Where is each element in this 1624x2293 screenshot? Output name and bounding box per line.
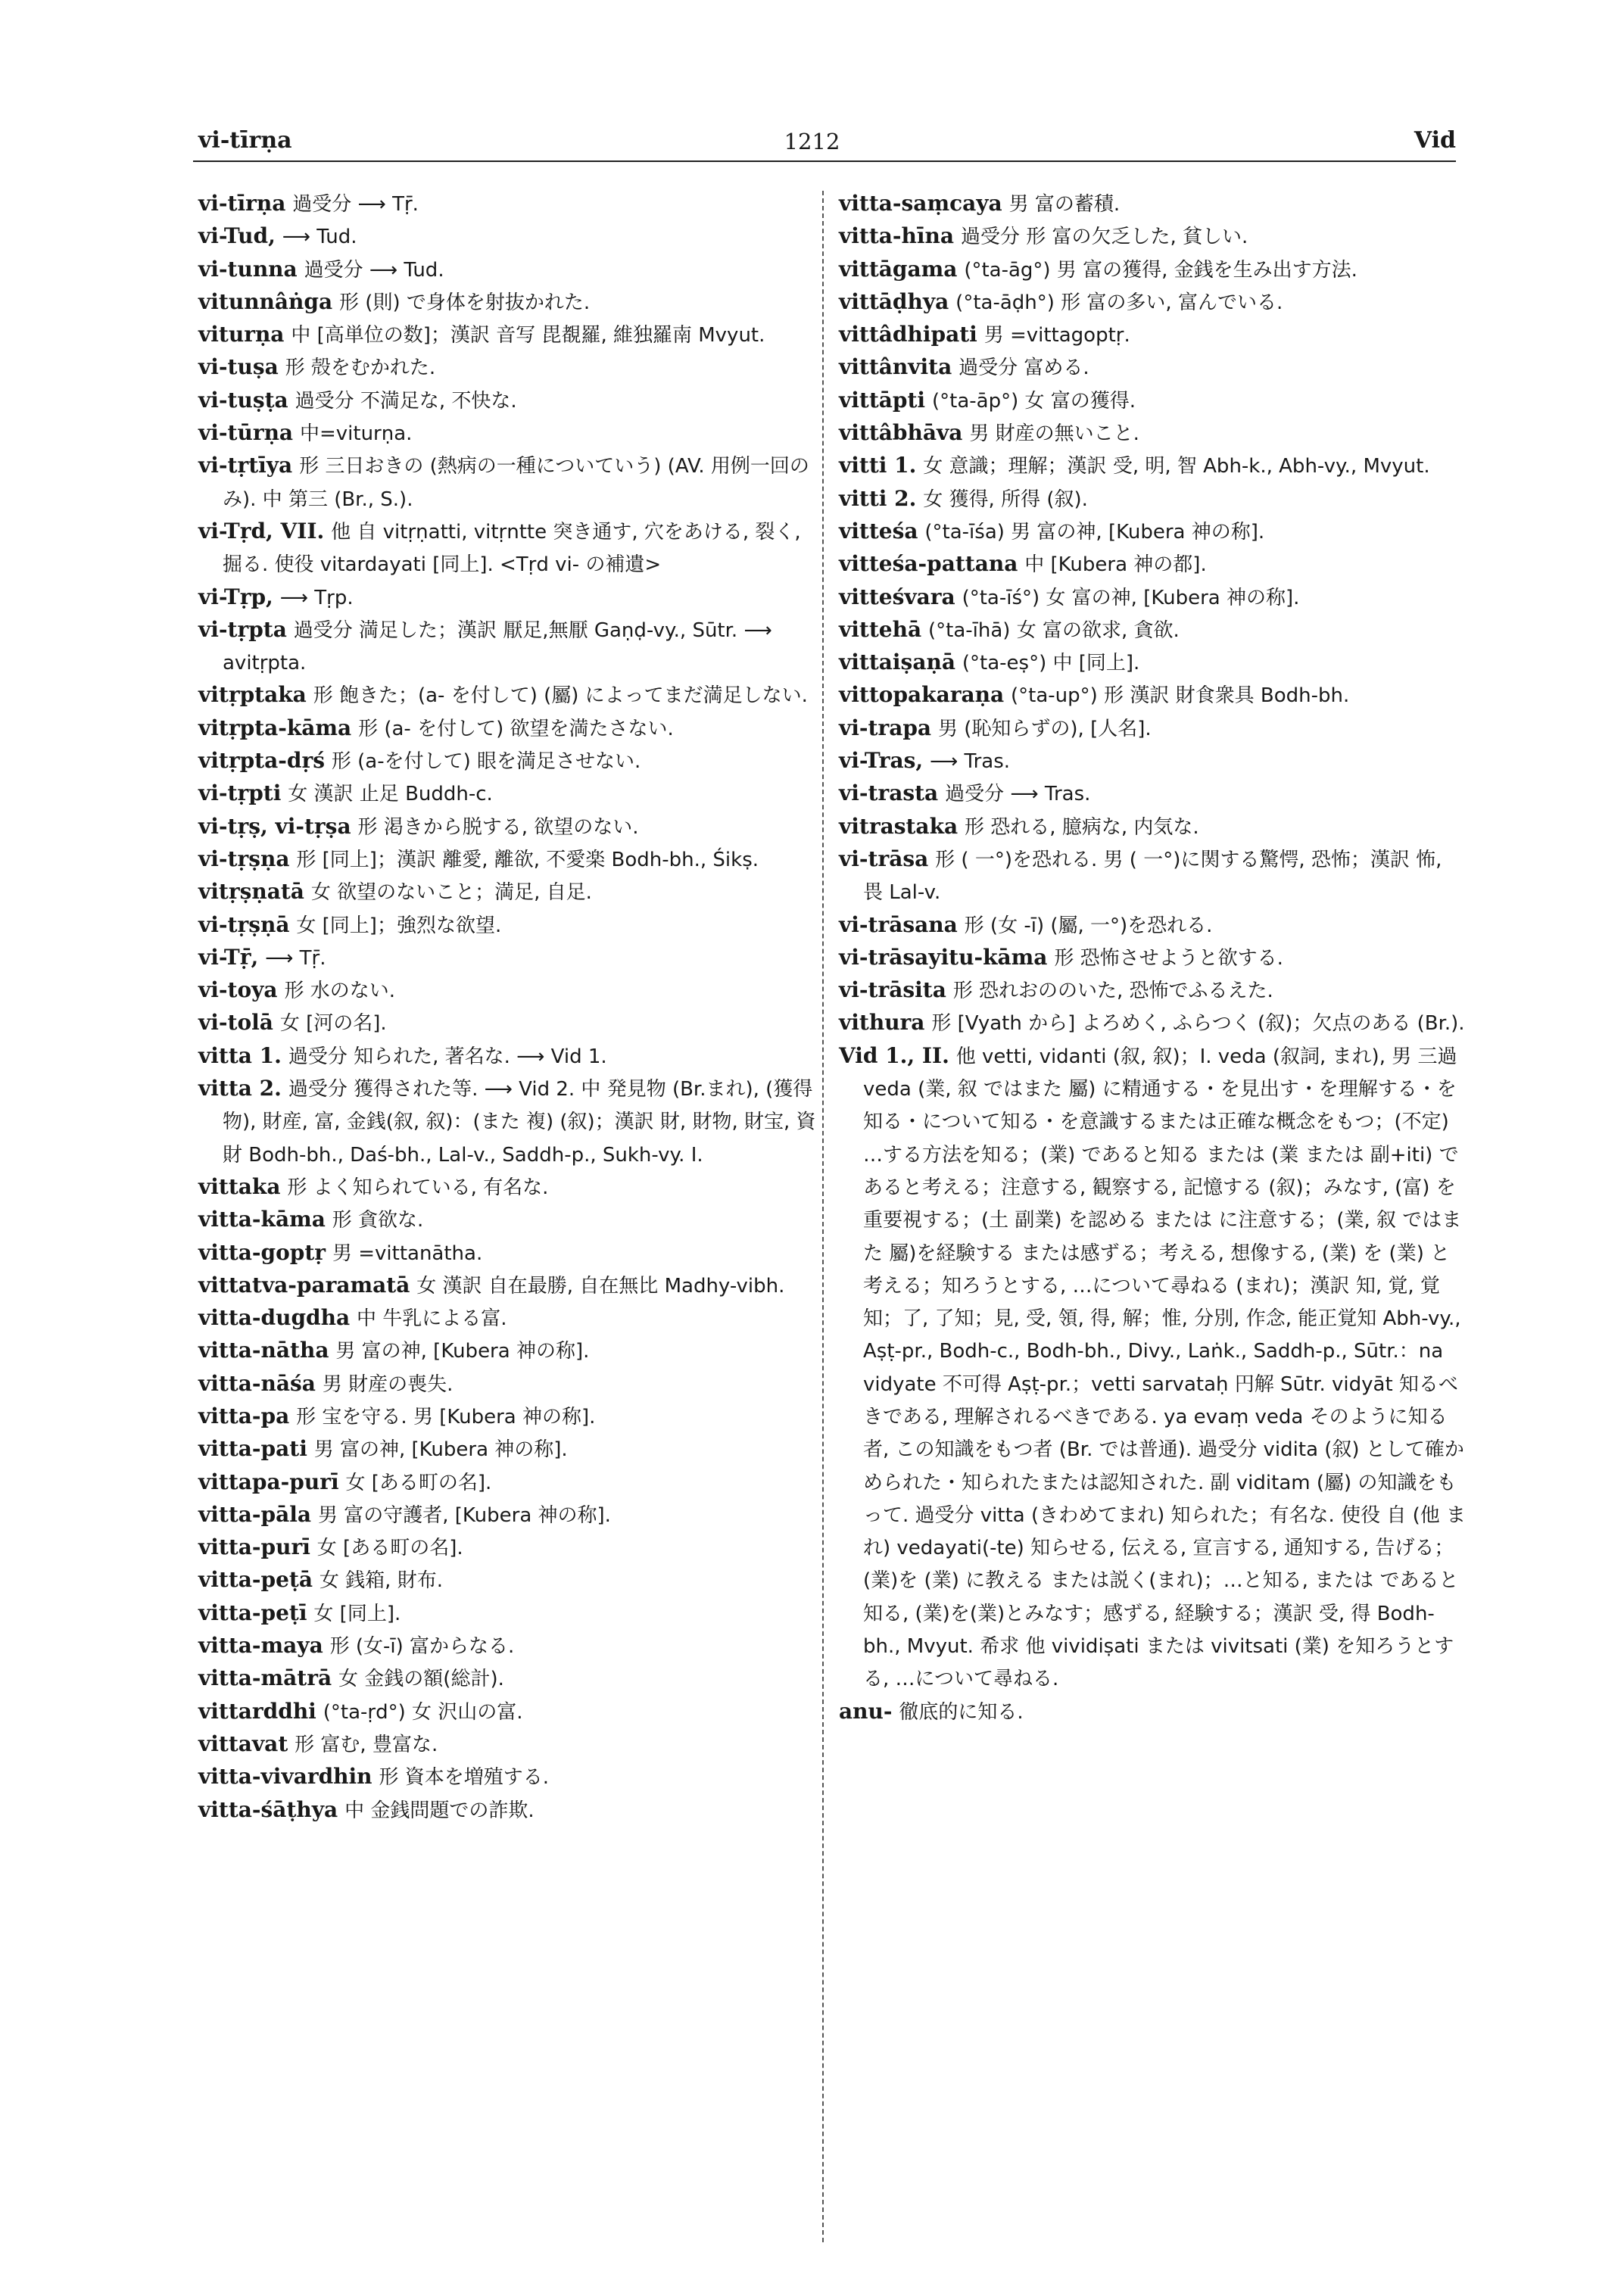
entry-headword: vi-tīrṇa [198, 191, 286, 216]
entry-headword: vi-trāsa [839, 846, 929, 871]
entry-headword: anu- [839, 1698, 893, 1724]
entry-definition: 男 富の神, [Kubera 神の称]. [335, 1340, 590, 1363]
running-head-left: vi-tīrṇa [198, 127, 292, 154]
entry-definition: 徹底的に知る. [899, 1700, 1024, 1724]
entry-headword: vitta 1. [198, 1042, 282, 1068]
entry-headword: vitta-kāma [198, 1207, 326, 1232]
entry-definition: 過受分 ⟶ Tud. [304, 258, 444, 282]
dictionary-entry [839, 1040, 1467, 1696]
page-number: 1212 [784, 129, 840, 154]
dictionary-entry [198, 1204, 819, 1236]
entry-definition: 形 飽きた；(a- を付して) (屬) によってまだ満足しない. [313, 684, 808, 708]
entry-definition: 男 =vittagoptṛ. [983, 324, 1130, 347]
entry-headword: vitta-pa [198, 1403, 290, 1428]
dictionary-entry [198, 712, 819, 745]
dictionary-entry [839, 646, 1467, 679]
entry-headword: vitta-peṭī [198, 1600, 307, 1625]
dictionary-entry [198, 1433, 819, 1466]
dictionary-entry [839, 1696, 1467, 1728]
entry-headword: vi-Tud, [198, 223, 276, 249]
running-head-right: Vid [1414, 127, 1456, 154]
entry-headword: vittaiṣaṇā [839, 650, 955, 675]
entry-definition: 過受分 ⟶ Tṝ. [292, 193, 419, 216]
dictionary-entry [198, 351, 819, 384]
entry-headword: vitṛptaka [198, 682, 307, 708]
entry-definition: 形 恐れおののいた, 恐怖でふるえた. [952, 980, 1273, 1003]
dictionary-entry [198, 909, 819, 942]
entry-definition: 形 (女 -ī) (屬, 一°)を恐れる. [964, 914, 1213, 937]
entry-definition: 過受分 満足した；漢訳 厭足,無厭 Gaṇḍ-vy., Sūtr. ⟶ avitṛpta. [223, 618, 772, 675]
dictionary-entry [198, 581, 819, 614]
entry-definition: 形 (a- を付して) 欲望を満たさない. [358, 717, 674, 740]
entry-definition: 形 宝を守る. 男 [Kubera 神の称]. [296, 1405, 596, 1428]
entry-headword: vi-toya [198, 977, 278, 1003]
entry-definition: 女 意識；理解；漢訳 受, 明, 智 Abh-k., Abh-vy., Mvyut. [923, 455, 1430, 478]
entry-definition: (°ta-īś°) 女 富の神, [Kubera 神の称]. [962, 586, 1300, 609]
entry-definition: 女 [同上]；強烈な欲望. [296, 914, 502, 937]
entry-headword: vitta-purī [198, 1534, 310, 1560]
entry-headword: vi-tṛṣṇā [198, 911, 290, 937]
entry-headword: vi-trapa [839, 715, 932, 740]
entry-headword: vitteśvara [839, 584, 955, 609]
entry-headword: vittatva-paramatā [198, 1272, 410, 1298]
dictionary-entry [839, 351, 1467, 384]
dictionary-entry [839, 909, 1467, 942]
entry-headword: vitta-pāla [198, 1501, 312, 1527]
entry-definition: 形 殻をむかれた. [285, 357, 436, 380]
entry-definition: 形 貪欲な. [332, 1209, 424, 1232]
entry-definition: 過受分 獲得された等. ⟶ Vid 2. 中 発見物 (Br.まれ), (獲得物), 財産, 富, 金銭(叙, 叙)：(また 複) (叙)；漢訳 財, 財物, 財宝, 資財 Bodh-bh., Daś-bh., Lal-v., Saddh-p., Sukh-vy. I. [223, 1078, 816, 1167]
dictionary-entry [198, 974, 819, 1007]
entry-definition: 過受分 ⟶ Tras. [945, 783, 1091, 806]
entry-headword: vittavat [198, 1731, 288, 1756]
dictionary-entry [839, 286, 1467, 319]
dictionary-entry [198, 1499, 819, 1531]
entry-headword: vittânvita [839, 354, 952, 380]
dictionary-entry [198, 876, 819, 908]
dictionary-entry [198, 1073, 819, 1171]
dictionary-entry [839, 843, 1467, 909]
entry-definition: 女 [河の名]. [279, 1012, 387, 1036]
entry-headword: vitta-mātrā [198, 1665, 332, 1691]
entry-definition: 女 銭箱, 財布. [319, 1569, 443, 1593]
entry-headword: vitteśa [839, 518, 918, 544]
dictionary-entry [839, 712, 1467, 745]
header-rule [193, 160, 1456, 162]
entry-definition: 男 富の蓄積. [1008, 193, 1121, 216]
entry-definition: 過受分 知られた, 著名な. ⟶ Vid 1. [288, 1045, 607, 1068]
dictionary-entry [198, 1531, 819, 1564]
dictionary-entry [839, 483, 1467, 516]
entry-headword: Vid 1., II. [839, 1042, 949, 1068]
dictionary-entry [198, 1400, 819, 1433]
dictionary-entry [198, 417, 819, 450]
entry-headword: vitṛpta-dṛś [198, 748, 325, 774]
dictionary-entry [198, 1007, 819, 1039]
entry-definition: 形 (a-を付して) 眼を満足させない. [331, 750, 641, 774]
dictionary-entry [198, 843, 819, 876]
entry-headword: vi-tuṣṭa [198, 387, 288, 413]
entry-definition: 中 牛乳による富. [357, 1307, 507, 1331]
dictionary-entry [198, 319, 819, 351]
entry-headword: vittopakaraṇa [839, 682, 1005, 708]
entry-definition: 女 漢訳 止足 Buddh-c. [288, 783, 493, 806]
entry-definition: ⟶ Tṝ. [265, 946, 326, 970]
entry-headword: vi-Tṝ, [198, 944, 259, 970]
entry-definition: 男 (恥知らずの), [人名]. [937, 717, 1152, 740]
dictionary-entry [839, 220, 1467, 253]
entry-headword: vitunnâṅga [198, 288, 333, 314]
entry-headword: vitta-pati [198, 1436, 307, 1462]
entry-headword: vi-trāsita [839, 977, 946, 1003]
entry-definition: 形 (則) で身体を射抜かれた. [339, 291, 591, 314]
entry-definition: ⟶ Tud. [282, 226, 357, 249]
dictionary-entry [839, 450, 1467, 482]
dictionary-entry [198, 1564, 819, 1597]
entry-definition: (°ta-āḍh°) 形 富の多い, 富んでいる. [955, 291, 1283, 314]
entry-definition: 女 [ある町の名]. [345, 1471, 492, 1494]
dictionary-entry [198, 1597, 819, 1630]
dictionary-entry [198, 254, 819, 286]
entry-headword: vitta 2. [198, 1076, 282, 1101]
dictionary-entry [198, 679, 819, 712]
entry-headword: vitta-śāṭhya [198, 1796, 338, 1822]
dictionary-entry [198, 385, 819, 417]
dictionary-entry [198, 220, 819, 253]
entry-definition: 中 [Kubera 神の都]. [1024, 553, 1207, 577]
entry-headword: vi-tunna [198, 256, 298, 282]
entry-headword: vitti 2. [839, 485, 917, 511]
entry-headword: vitteśa-pattana [839, 551, 1018, 577]
entry-definition: 男 財産の無いこと. [969, 422, 1139, 446]
entry-definition: 女 獲得, 所得 (叙). [923, 488, 1088, 511]
left-column [198, 188, 819, 1827]
entry-headword: vi-trasta [839, 780, 939, 806]
entry-definition: 女 [ある町の名]. [316, 1537, 463, 1560]
entry-headword: vitta-nātha [198, 1338, 329, 1363]
entry-definition: 男 =vittanātha. [332, 1242, 483, 1265]
dictionary-entry [839, 614, 1467, 646]
dictionary-entry [839, 188, 1467, 220]
dictionary-entry [839, 1007, 1467, 1039]
entry-headword: vitta-saṃcaya [839, 191, 1002, 216]
entry-definition: 形 (女-ī) 富からなる. [329, 1635, 515, 1659]
entry-headword: vitta-maya [198, 1633, 323, 1659]
dictionary-entry [839, 974, 1467, 1007]
entry-headword: vi-Tṛp, [198, 584, 273, 609]
entry-headword: viturṇa [198, 322, 285, 347]
dictionary-entry [198, 1761, 819, 1793]
dictionary-entry [198, 1171, 819, 1204]
right-column [839, 188, 1467, 1728]
entry-definition: 女 欲望のないこと；満足, 自足. [310, 881, 592, 905]
column-divider [822, 191, 824, 2242]
entry-headword: vitrastaka [839, 813, 959, 839]
dictionary-entry [198, 811, 819, 843]
entry-definition: 男 富の守護者, [Kubera 神の称]. [317, 1503, 611, 1527]
dictionary-entry [198, 1040, 819, 1073]
entry-definition: (°ta-ṛd°) 女 沢山の富. [323, 1700, 523, 1724]
dictionary-entry [198, 450, 819, 516]
entry-headword: vittarddhi [198, 1698, 316, 1724]
entry-headword: vitta-dugdha [198, 1305, 351, 1331]
dictionary-entry [839, 319, 1467, 351]
dictionary-entry [198, 1630, 819, 1662]
dictionary-entry [198, 745, 819, 777]
dictionary-entry [839, 679, 1467, 712]
entry-headword: vi-tṛṣṇa [198, 846, 290, 871]
dictionary-entry [198, 516, 819, 581]
entry-headword: vi-tṛtīya [198, 453, 293, 478]
dictionary-entry [198, 1237, 819, 1270]
entry-definition: 形 三日おきの (熱病の一種についていう) (AV. 用例一回のみ). 中 第三 (Br., S.). [223, 455, 809, 511]
entry-headword: vi-trāsayitu-kāma [839, 944, 1048, 970]
entry-headword: vitta-nāśa [198, 1370, 316, 1396]
entry-definition: 形 [Vyath から] よろめく, ふらつく (叙)；欠点のある (Br.). [931, 1012, 1465, 1036]
entry-definition: (°ta-īhā) 女 富の欲求, 貪欲. [928, 618, 1180, 642]
entry-headword: vi-tuṣa [198, 354, 279, 380]
entry-definition: 男 財産の喪失. [322, 1372, 454, 1396]
entry-headword: vitṛṣṇatā [198, 879, 304, 905]
entry-headword: vi-tṛṣ, vi-tṛṣa [198, 813, 351, 839]
dictionary-entry [198, 1270, 819, 1302]
entry-headword: vitta-peṭā [198, 1567, 313, 1593]
dictionary-entry [839, 385, 1467, 417]
entry-definition: 中 [高単位の数]；漢訳 音写 毘覩羅, 維独羅南 Mvyut. [291, 324, 765, 347]
entry-headword: vi-tolā [198, 1010, 273, 1036]
entry-headword: vitṛpta-kāma [198, 715, 352, 740]
entry-headword: vittaka [198, 1173, 281, 1199]
entry-definition: 形 ( 一°)を恐れる. 男 ( 一°)に関する驚愕, 恐怖；漢訳 怖, 畏 Lal-v. [863, 848, 1442, 905]
dictionary-entry [839, 254, 1467, 286]
entry-definition: 過受分 形 富の欠乏した, 貧しい. [960, 226, 1248, 249]
entry-headword: vitta-goptṛ [198, 1239, 326, 1265]
dictionary-entry [839, 581, 1467, 614]
entry-definition: 女 金銭の額(総計). [338, 1668, 504, 1691]
entry-headword: vittâdhipati [839, 322, 977, 347]
dictionary-entry [839, 548, 1467, 581]
entry-definition: 形 恐れる, 臆病な, 内気な. [965, 815, 1199, 839]
dictionary-entry [198, 1794, 819, 1827]
entry-definition: (°ta-āg°) 男 富の獲得, 金銭を生み出す方法. [964, 258, 1357, 282]
entry-headword: vitta-hīna [839, 223, 955, 249]
entry-headword: vittāḍhya [839, 288, 949, 314]
dictionary-entry [198, 286, 819, 319]
entry-definition: (°ta-eṣ°) 中 [同上]. [962, 652, 1140, 675]
entry-definition: 女 漢訳 自在最勝, 自在無比 Madhy-vibh. [416, 1274, 785, 1298]
entry-definition: 形 よく知られている, 有名な. [287, 1176, 549, 1199]
dictionary-entry [198, 942, 819, 974]
dictionary-entry [198, 1466, 819, 1499]
entry-definition: 形 資本を増殖する. [379, 1766, 549, 1790]
entry-headword: vithura [839, 1010, 925, 1036]
entry-headword: vi-Tṛd, VII. [198, 518, 325, 544]
entry-headword: vittāpti [839, 387, 926, 413]
entry-headword: vi-tṛpti [198, 780, 282, 806]
entry-headword: vi-trāsana [839, 911, 958, 937]
entry-definition: 女 [同上]. [313, 1602, 401, 1625]
entry-definition: 形 恐怖させようと欲する. [1054, 946, 1283, 970]
entry-headword: vittapa-purī [198, 1469, 339, 1494]
dictionary-entry [198, 1368, 819, 1400]
entry-headword: vitti 1. [839, 453, 917, 478]
entry-headword: vi-Tras, [839, 748, 924, 774]
entry-definition: 形 渇きから脱する, 欲望のない. [357, 815, 639, 839]
entry-headword: vittâbhāva [839, 420, 963, 446]
entry-headword: vittehā [839, 616, 922, 642]
entry-definition: (°ta-āp°) 女 富の獲得. [931, 389, 1136, 413]
dictionary-entry [839, 942, 1467, 974]
entry-definition: 男 富の神, [Kubera 神の称]. [313, 1438, 568, 1462]
entry-headword: vi-tṛpta [198, 616, 287, 642]
entry-headword: vi-tūrṇa [198, 420, 294, 446]
entry-definition: 中=viturṇa. [299, 422, 413, 446]
dictionary-entry [839, 516, 1467, 548]
entry-headword: vittāgama [839, 256, 958, 282]
dictionary-entry [198, 1696, 819, 1728]
dictionary-entry [198, 614, 819, 680]
entry-definition: (°ta-up°) 形 漢訳 財食衆具 Bodh-bh. [1011, 684, 1350, 708]
dictionary-entry [839, 745, 1467, 777]
entry-headword: vitta-vivardhin [198, 1764, 372, 1790]
entry-definition: 形 [同上]；漢訳 離愛, 離欲, 不愛楽 Bodh-bh., Śikṣ. [296, 848, 759, 871]
entry-definition: 形 富む, 豊富な. [295, 1733, 438, 1756]
dictionary-entry [839, 777, 1467, 810]
dictionary-entry [198, 777, 819, 810]
dictionary-entry [198, 1728, 819, 1761]
entry-definition: 中 金銭問題での詐欺. [344, 1799, 535, 1822]
entry-definition: 過受分 富める. [959, 357, 1089, 380]
entry-definition: ⟶ Tras. [930, 750, 1011, 774]
entry-definition: 過受分 不満足な, 不快な. [295, 389, 517, 413]
entry-definition: 他 自 vitṛṇatti, vitṛntte 突き通す, 穴をあける, 裂く, 掘る. 使役 vitardayati [同上]. <Tṛd vi- の補遺> [223, 520, 801, 577]
dictionary-entry [198, 1302, 819, 1335]
entry-definition: 形 水のない. [284, 980, 395, 1003]
entry-definition: 他 vetti, vidanti (叙, 叙)；I. veda (叙詞, まれ), 男 三過 veda (業, 叙 ではまた 屬) に精通する・を見出す・を理解する・を知る・について知る・を意識するまたは正確な概念をもつ；(不定) …する方法を知る；(業) であると知る または (業 または 副+iti) であると考える；注意する, 観察する, 記憶する (叙)；みなす, (富) を重要視する；(土 副業) を認める または に注意する；(業, 叙 ではまた 屬)を経験する または感ずる；考える, 想像する, (業) を (業) と考える；知ろうとする, …について尋ねる (まれ)；漢訳 知, 覚, 覚知；了, 了知；見, 受, 領, 得, 解；惟, 分別, 作念, 能正覚知 Abh-vy., Aṣṭ-pr., Bodh-c., Bodh-bh., Divy., Laṅk., Saddh-p., Sūtr.：na vidyate 不可得 Aṣṭ-pr.；vetti sarvataḥ 円解 Sūtr. vidyāt 知るべきである, 理解されるべきである. ya evaṃ veda そのように知る者, この知識をもつ者 (Br. では普通). 過受分 vidita (叙) として確かめられた・知られたまたは認知された. 副 viditam (屬) の知識をもって. 過受分 vitta (きわめてまれ) 知られた；有名な. 使役 自 (他 まれ) vedayati(-te) 知らせる, 伝える, 宣言する, 通知する, 告げる；(業)を (業) に教える または説く(まれ)；…と知る, または であると知る, (業)を(業)とみなす；感ずる, 経験する；漢訳 受, 得 Bodh-bh., Mvyut. 希求 他 vividiṣati または vivitsati (業) を知ろうとする, …について尋ねる. [863, 1045, 1467, 1691]
dictionary-entry [198, 188, 819, 220]
dictionary-entry [839, 811, 1467, 843]
entry-definition: (°ta-īśa) 男 富の神, [Kubera 神の称]. [924, 520, 1265, 544]
entry-definition: ⟶ Tṛp. [279, 586, 354, 609]
dictionary-entry [198, 1335, 819, 1367]
dictionary-entry [198, 1662, 819, 1695]
dictionary-entry [839, 417, 1467, 450]
